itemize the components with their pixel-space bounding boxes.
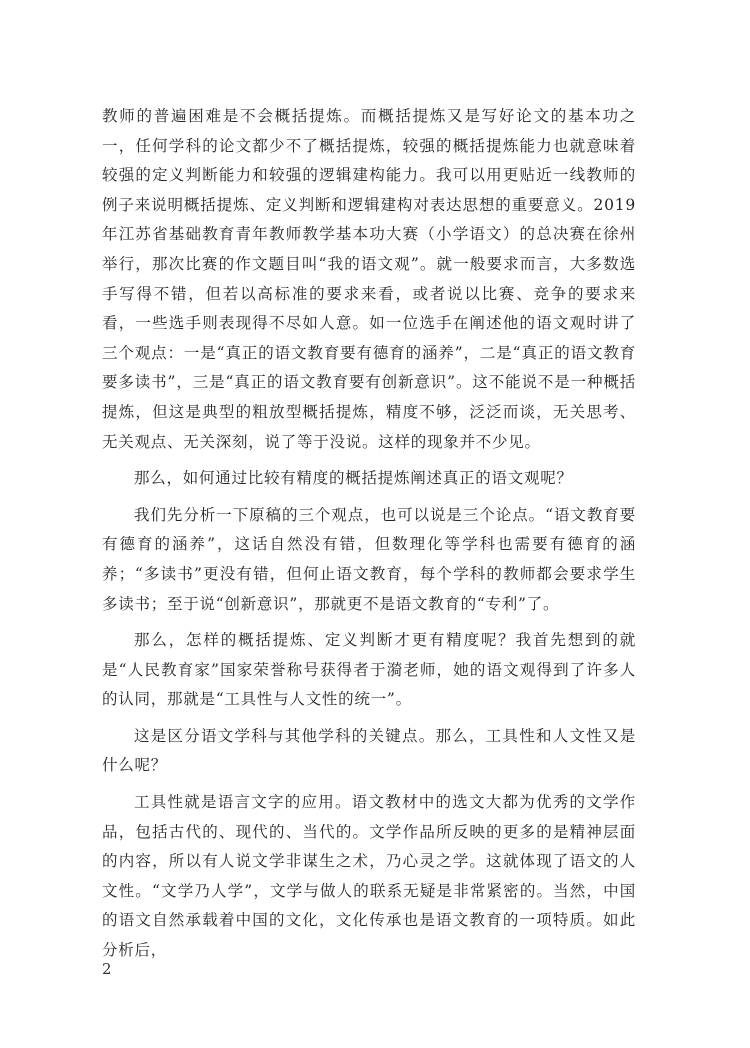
body-text <box>102 102 636 973</box>
paragraph-question: 那么，如何通过比较有精度的概括提炼阐述真正的语文观呢？ <box>134 469 573 488</box>
paragraph-analysis: 我们先分析一下原稿的三个观点，也可以说是三个论点。“语文教育要有德育的涵养”，这话自然没有错，但数理化等学科也需要有德育的涵养；“多读书”更没有错，但何止语文教育，每个学科的教师都会要求学生多读书；至于说“创新意识”，那就更不是语文教育的“专利”了。 <box>102 505 636 613</box>
paragraph-key-point: 这是区分语文学科与其他学科的关键点。那么，工具性和人文性又是什么呢？ <box>102 726 636 775</box>
paragraph-intro: 教师的普遍困难是不会概括提炼。而概括提炼又是写好论文的基本功之一，任何学科的论文都少不了概括提炼，较强的概括提炼能力也就意味着较强的定义判断能力和较强的逻辑建构能力。我可以用更贴近一线教师的例子来说明概括提炼、定义判断和逻辑建构对表达思想的重要意义。2019年江苏省基础教育青年教师教学基本功大赛（小学语文）的总决赛在徐州举行，那次比赛的作文题目叫“我的语文观”。就一般要求而言，大多数选手写得不错，但若以高标准的要求来看，或者说以比赛、竞争的要求来看，一些选手则表现得不尽如人意。如一位选手在阐述他的语文观时讲了三个观点：一是“真正的语文教育要有德育的涵养”，二是“真正的语文教育要多读书”，三是“真正的语文教育要有创新意识”。这不能说不是一种概括提炼，但这是典型的粗放型概括提炼，精度不够，泛泛而谈，无关思考、无关观点、无关深刻，说了等于没说。这样的现象并不少见。 <box>102 107 636 451</box>
paragraph-instrumentality: 工具性就是语言文字的应用。语文教材中的选文大都为优秀的文学作品，包括古代的、现代的、当代的。文学作品所反映的更多的是精神层面的内容，所以有人说文学非谋生之术，乃心灵之学。这就体现了语文的人文性。“文学乃人学”，文学与做人的联系无疑是非常紧密的。当然，中国的语文自然承载着中国的文化，文化传承也是语文教育的一项特质。如此分析后， <box>102 793 636 960</box>
paragraph-yu-yi: 那么，怎样的概括提炼、定义判断才更有精度呢？我首先想到的就是“人民教育家”国家荣誉称号获得者于漪老师，她的语文观得到了许多人的认同，那就是“工具性与人文性的统一”。 <box>102 631 636 709</box>
page-number: 2 <box>102 960 112 978</box>
